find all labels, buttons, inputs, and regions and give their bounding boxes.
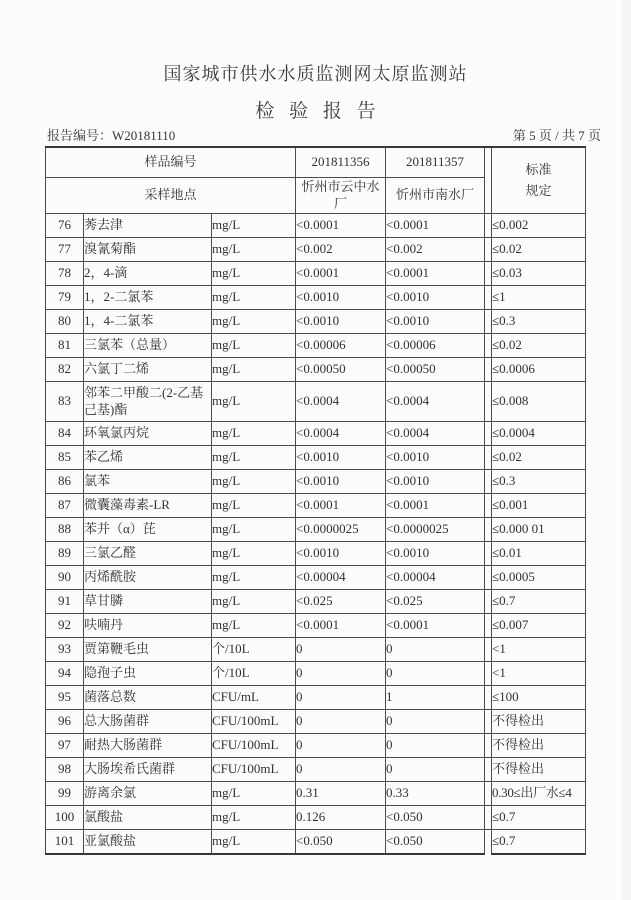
row-number: 79 [46,286,84,310]
parameter-name: 苯乙烯 [84,446,212,470]
sample2-value: <0.00050 [386,358,485,382]
table-row [46,830,586,855]
unit-label: CFU/100mL [212,734,296,758]
table-row [46,262,586,286]
standard-limit: ≤0.0006 [492,358,586,382]
column-gap [485,494,492,518]
sample2-value: <0.0000025 [386,518,485,542]
row-number: 83 [46,382,84,422]
sample1-value: <0.0000025 [296,518,386,542]
unit-label: mg/L [212,566,296,590]
unit-label: mg/L [212,782,296,806]
column-gap [485,262,492,286]
parameter-name: 苯并（α）芘 [84,518,212,542]
standard-limit: ≤0.008 [492,382,586,422]
results-table [45,146,586,855]
page-indicator: 第 5 页 / 共 7 页 [512,128,601,143]
sample2-value: <0.0010 [386,470,485,494]
parameter-name: 耐热大肠菌群 [84,734,212,758]
table-row [46,334,586,358]
standard-limit: ≤0.0005 [492,566,586,590]
standard-limit: ≤0.03 [492,262,586,286]
row-number: 101 [46,830,84,855]
unit-label: mg/L [212,286,296,310]
parameter-name: 微囊藻毒素-LR [84,494,212,518]
column-gap [485,214,492,238]
sample2-value: 1 [386,686,485,710]
table-row [46,286,586,310]
standard-limit: ≤0.02 [492,238,586,262]
standard-limit: ≤0.01 [492,542,586,566]
table-row [46,782,586,806]
sample1-value: <0.00006 [296,334,386,358]
parameter-name: 大肠埃希氏菌群 [84,758,212,782]
column-gap [485,590,492,614]
sample1-value: <0.0004 [296,382,386,422]
row-number: 90 [46,566,84,590]
row-number: 86 [46,470,84,494]
row-number: 93 [46,638,84,662]
sample1-value: <0.025 [296,590,386,614]
sample2-value: 0 [386,638,485,662]
location-label: 采样地点 [46,178,296,214]
sample1-value: 0 [296,734,386,758]
standard-limit: <1 [492,662,586,686]
row-number: 92 [46,614,84,638]
standard-limit: ≤0.000 01 [492,518,586,542]
report-subtitle: 检 验 报 告 [255,101,381,122]
table-row [46,662,586,686]
table-row [46,614,586,638]
row-number: 85 [46,446,84,470]
standard-limit: ≤0.3 [492,470,586,494]
sample2-value: 0 [386,758,485,782]
sample2-value: <0.0001 [386,262,485,286]
parameter-name: 环氧氯丙烷 [84,422,212,446]
parameter-name: 1，2-二氯苯 [84,286,212,310]
parameter-name: 三氯苯（总量） [84,334,212,358]
standard-header-label: 标准规定 [525,161,552,198]
column-gap [485,710,492,734]
table-row [46,382,586,422]
parameter-name: 1，4-二氯苯 [84,310,212,334]
row-number: 98 [46,758,84,782]
sample1-value: 0 [296,710,386,734]
table-row [46,518,586,542]
column-gap [485,542,492,566]
sample1-value: <0.0010 [296,310,386,334]
column-gap [485,806,492,830]
parameter-name: 莠去津 [84,214,212,238]
unit-label: mg/L [212,358,296,382]
header-row-sample-id [46,147,586,178]
column-gap [485,238,492,262]
table-row [46,566,586,590]
unit-label: mg/L [212,334,296,358]
row-number: 88 [46,518,84,542]
parameter-name: 隐孢子虫 [84,662,212,686]
standard-limit: ≤0.007 [492,614,586,638]
parameter-name: 丙烯酰胺 [84,566,212,590]
row-number: 99 [46,782,84,806]
column-gap [485,382,492,422]
table-row [46,806,586,830]
unit-label: mg/L [212,614,296,638]
table-row [46,214,586,238]
column-gap [485,566,492,590]
unit-label: mg/L [212,214,296,238]
standard-limit: ≤0.7 [492,590,586,614]
sample1-value: 0 [296,662,386,686]
table-row [46,238,586,262]
unit-label: 个/10L [212,662,296,686]
table-row [46,310,586,334]
sample1-value: <0.002 [296,238,386,262]
table-row [46,590,586,614]
parameter-name: 总大肠菌群 [84,710,212,734]
column-gap [485,310,492,334]
table-row [46,758,586,782]
sample2-value: <0.00006 [386,334,485,358]
row-number: 91 [46,590,84,614]
table-row [46,734,586,758]
sample2-value: <0.0010 [386,310,485,334]
sample1-value: <0.050 [296,830,386,855]
column-gap [485,782,492,806]
unit-label: mg/L [212,262,296,286]
parameter-name: 六氯丁二烯 [84,358,212,382]
row-number: 80 [46,310,84,334]
sample1-value: 0.31 [296,782,386,806]
row-number: 87 [46,494,84,518]
sample2-value: <0.0001 [386,614,485,638]
standard-limit: ≤1 [492,286,586,310]
parameter-name: 呋喃丹 [84,614,212,638]
column-gap [485,147,492,214]
row-number: 89 [46,542,84,566]
parameter-name: 草甘膦 [84,590,212,614]
standard-limit: <1 [492,638,586,662]
standard-limit: ≤0.02 [492,446,586,470]
column-gap [485,734,492,758]
column-gap [485,830,492,855]
unit-label: CFU/100mL [212,758,296,782]
sample2-value: <0.0004 [386,422,485,446]
sample1-value: <0.0001 [296,214,386,238]
sample1-value: <0.0010 [296,542,386,566]
standard-limit: 不得检出 [492,734,586,758]
sample1-value: <0.00004 [296,566,386,590]
table-row [46,358,586,382]
sample2-value: <0.0001 [386,214,485,238]
sample-id-label: 样品编号 [46,147,296,178]
column-gap [485,446,492,470]
table-row [46,542,586,566]
sample1-value: <0.0010 [296,286,386,310]
standard-limit: ≤0.7 [492,806,586,830]
sample1-value: 0 [296,638,386,662]
parameter-name: 菌落总数 [84,686,212,710]
row-number: 84 [46,422,84,446]
table-row [46,638,586,662]
standard-limit: ≤0.0004 [492,422,586,446]
row-number: 82 [46,358,84,382]
sample2-value: <0.0004 [386,382,485,422]
location-2: 忻州市南水厂 [386,178,485,214]
unit-label: mg/L [212,542,296,566]
column-gap [485,662,492,686]
standard-limit: ≤0.7 [492,830,586,855]
location-1: 忻州市云中水厂 [296,178,386,214]
sample2-value: 0 [386,734,485,758]
sample-id-2: 201811357 [386,147,485,178]
column-gap [485,334,492,358]
unit-label: mg/L [212,422,296,446]
sample1-value: <0.0010 [296,446,386,470]
row-number: 100 [46,806,84,830]
sample-id-1: 201811356 [296,147,386,178]
column-gap [485,358,492,382]
page-title: 国家城市供水水质监测网太原监测站 [163,64,468,84]
standard-limit: ≤0.002 [492,214,586,238]
column-gap [485,638,492,662]
column-gap [485,286,492,310]
sample1-value: 0 [296,758,386,782]
unit-label: mg/L [212,446,296,470]
sample1-value: <0.0001 [296,262,386,286]
unit-label: mg/L [212,310,296,334]
unit-label: mg/L [212,590,296,614]
unit-label: CFU/100mL [212,710,296,734]
row-number: 78 [46,262,84,286]
sample2-value: <0.0010 [386,542,485,566]
unit-label: 个/10L [212,638,296,662]
sample2-value: <0.025 [386,590,485,614]
column-gap [485,518,492,542]
standard-limit: ≤0.001 [492,494,586,518]
standard-limit: ≤0.3 [492,310,586,334]
standard-limit: 不得检出 [492,710,586,734]
table-row [46,470,586,494]
sample1-value: <0.0001 [296,494,386,518]
row-number: 97 [46,734,84,758]
table-row [46,422,586,446]
sample2-value: <0.050 [386,830,485,855]
row-number: 96 [46,710,84,734]
sample1-value: 0 [296,686,386,710]
parameter-name: 溴氰菊酯 [84,238,212,262]
unit-label: mg/L [212,470,296,494]
column-gap [485,686,492,710]
table-row [46,446,586,470]
standard-limit: ≤0.02 [492,334,586,358]
sample1-value: <0.0004 [296,422,386,446]
sample2-value: 0 [386,710,485,734]
table-row [46,686,586,710]
sample2-value: <0.0001 [386,494,485,518]
row-number: 94 [46,662,84,686]
parameter-name: 氯苯 [84,470,212,494]
unit-label: mg/L [212,806,296,830]
unit-label: mg/L [212,830,296,855]
column-gap [485,614,492,638]
sample2-value: <0.0010 [386,286,485,310]
column-gap [485,422,492,446]
parameter-name: 氯酸盐 [84,806,212,830]
sample2-value: <0.050 [386,806,485,830]
sample1-value: <0.0010 [296,470,386,494]
row-number: 95 [46,686,84,710]
sample2-value: 0 [386,662,485,686]
standard-header [492,147,586,214]
sample2-value: <0.002 [386,238,485,262]
sample2-value: 0.33 [386,782,485,806]
parameter-name: 2，4-滴 [84,262,212,286]
sample1-value: <0.00050 [296,358,386,382]
column-gap [485,758,492,782]
sample2-value: <0.0010 [386,446,485,470]
standard-limit: 0.30≤出厂水≤4 [492,782,586,806]
unit-label: mg/L [212,518,296,542]
parameter-name: 贾第鞭毛虫 [84,638,212,662]
sample1-value: <0.0001 [296,614,386,638]
parameter-name: 游离余氯 [84,782,212,806]
row-number: 77 [46,238,84,262]
parameter-name: 邻苯二甲酸二(2-乙基己基)酯 [84,382,212,422]
unit-label: mg/L [212,382,296,422]
row-number: 76 [46,214,84,238]
parameter-name: 亚氯酸盐 [84,830,212,855]
row-number: 81 [46,334,84,358]
meta-row [47,127,601,144]
sample2-value: <0.00004 [386,566,485,590]
parameter-name: 三氯乙醛 [84,542,212,566]
standard-limit: 不得检出 [492,758,586,782]
unit-label: CFU/mL [212,686,296,710]
table-row [46,494,586,518]
sample1-value: 0.126 [296,806,386,830]
standard-limit: ≤100 [492,686,586,710]
unit-label: mg/L [212,238,296,262]
column-gap [485,470,492,494]
report-number: 报告编号：W20181110 [47,128,176,143]
table-row [46,710,586,734]
unit-label: mg/L [212,494,296,518]
